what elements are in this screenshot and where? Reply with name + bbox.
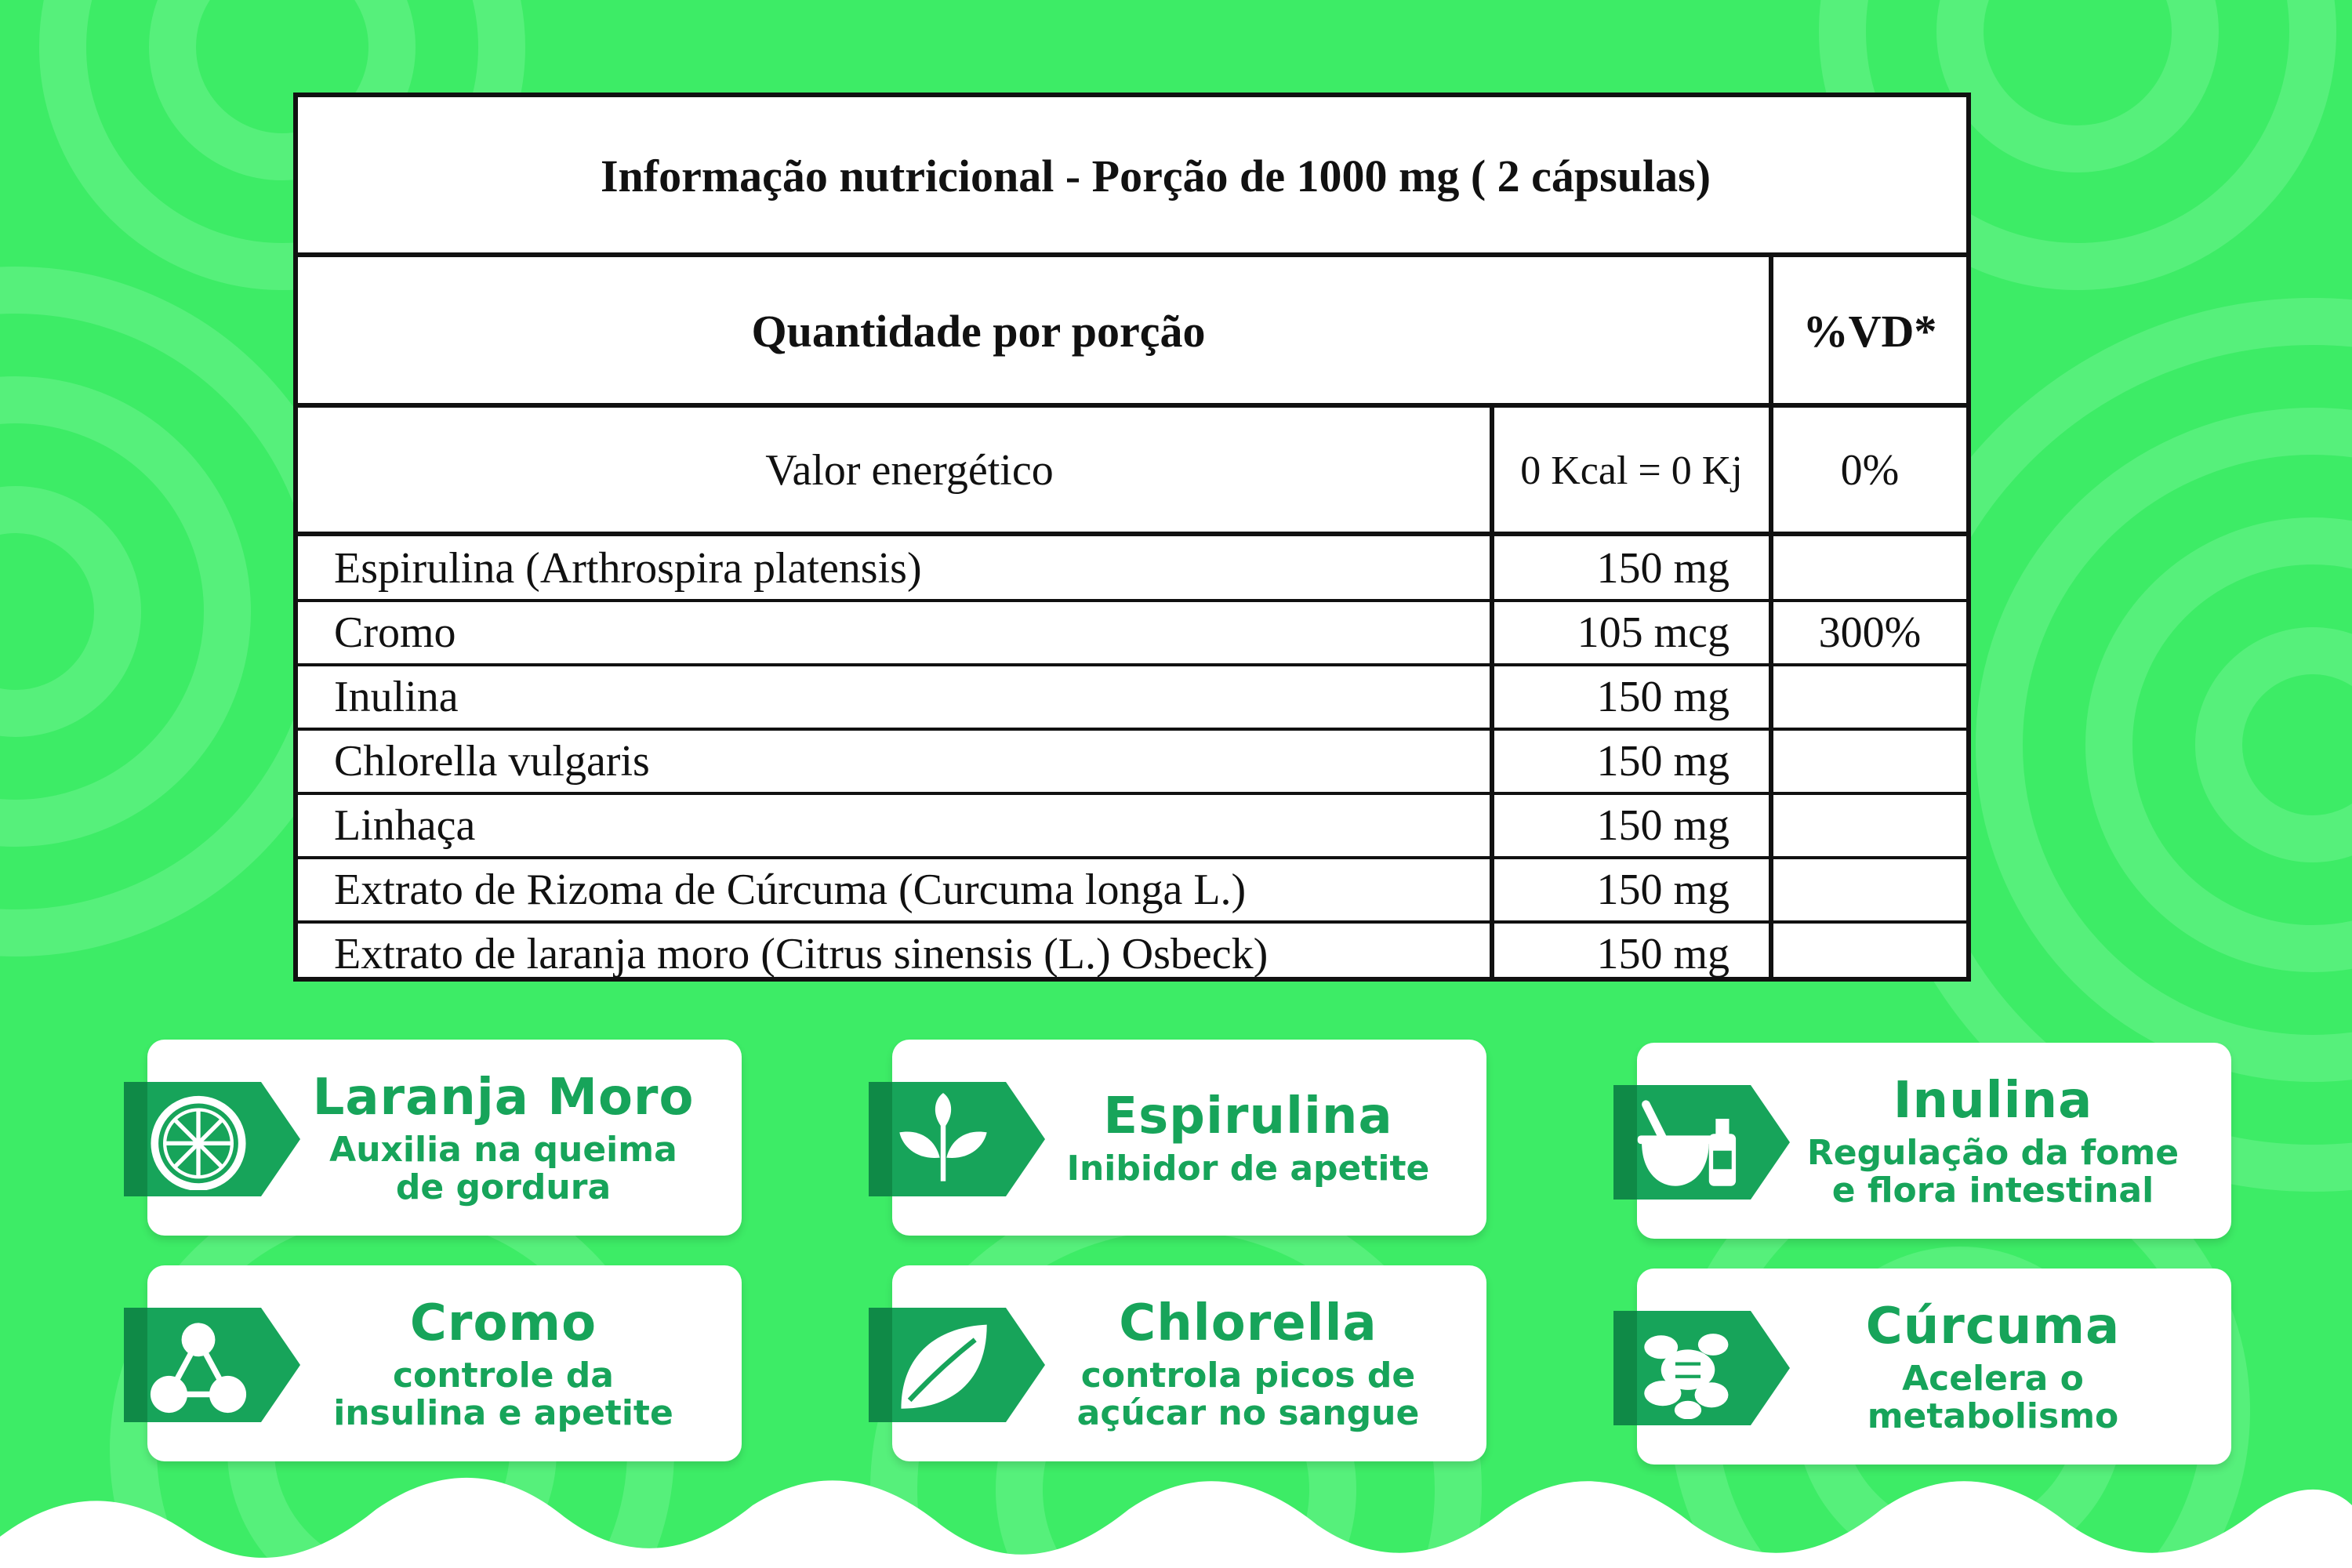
- benefit-desc: [1077, 1357, 1420, 1432]
- benefit-card-cromo: [147, 1265, 742, 1461]
- header-vd: %VD*: [1802, 305, 1937, 357]
- orange-slice-icon: [140, 1088, 257, 1190]
- molecule-icon: [140, 1314, 257, 1416]
- benefit-card-laranja-moro: [147, 1040, 742, 1236]
- row-amount: 150 mg: [1596, 801, 1730, 850]
- benefit-desc-line: Inibidor de apetite: [1066, 1149, 1430, 1189]
- row-name: Linhaça: [334, 801, 476, 850]
- energy-label: Valor energético: [765, 446, 1054, 495]
- row-name: Chlorella vulgaris: [334, 737, 650, 786]
- benefit-title: Laranja Moro: [312, 1069, 695, 1127]
- benefit-desc: [1067, 1150, 1430, 1188]
- benefit-desc: [329, 1131, 677, 1207]
- row-name: Inulina: [334, 673, 459, 721]
- nutrition-title: Informação nutricional - Porção de 1000 mg ( 2 cápsulas): [600, 150, 1711, 201]
- row-vd: [1773, 858, 1966, 922]
- leaves-icon: [884, 1088, 1002, 1190]
- row-amount: 105 mcg: [1577, 608, 1730, 657]
- row-name: Cromo: [334, 608, 456, 657]
- benefit-desc-line: controle da: [392, 1356, 614, 1396]
- row-vd: [1773, 536, 1966, 601]
- benefit-card-espirulina: [892, 1040, 1486, 1236]
- benefit-desc-line: metabolismo: [1867, 1396, 2119, 1436]
- row-amount: 150 mg: [1596, 544, 1730, 593]
- row-name: Espirulina (Arthrospira platensis): [334, 544, 922, 593]
- header-amount: Quantidade por porção: [751, 305, 1206, 357]
- benefit-card-chlorella: [892, 1265, 1486, 1461]
- benefit-desc-line: açúcar no sangue: [1076, 1393, 1420, 1433]
- benefit-desc: [333, 1357, 673, 1432]
- row-amount: 150 mg: [1596, 737, 1730, 786]
- benefit-desc-line: de gordura: [395, 1167, 612, 1207]
- row-vd: [1773, 729, 1966, 793]
- nutrition-table: [293, 93, 1971, 982]
- benefit-desc-line: Auxilia na queima: [329, 1130, 677, 1170]
- row-vd: [1773, 665, 1966, 729]
- row-vd: [1773, 793, 1966, 858]
- benefit-title: Cromo: [409, 1294, 597, 1352]
- benefit-desc-line: Acelera o: [1902, 1359, 2084, 1399]
- row-name: Extrato de laranja moro (Citrus sinensis (L.) Osbeck): [334, 930, 1269, 978]
- energy-vd: 0%: [1840, 446, 1900, 495]
- mortar-bottle-icon: [1629, 1091, 1747, 1193]
- benefit-title: Chlorella: [1119, 1294, 1377, 1352]
- benefit-card-inulina: [1637, 1043, 2231, 1239]
- benefit-title: Cúrcuma: [1865, 1298, 2121, 1356]
- benefit-desc: [1867, 1360, 2119, 1436]
- row-amount: 150 mg: [1596, 673, 1730, 721]
- benefit-title: Inulina: [1893, 1072, 2093, 1130]
- benefit-desc-line: controla picos de: [1080, 1356, 1416, 1396]
- row-vd: [1773, 922, 1966, 986]
- benefit-card-c-rcuma: [1637, 1269, 2231, 1465]
- row-amount: 150 mg: [1596, 866, 1730, 914]
- benefit-title: Espirulina: [1103, 1087, 1393, 1145]
- benefit-desc: [1807, 1134, 2179, 1210]
- row-name: Extrato de Rizoma de Cúrcuma (Curcuma longa L.): [334, 866, 1247, 914]
- benefit-desc-line: e flora intestinal: [1831, 1171, 2154, 1210]
- benefit-desc-line: insulina e apetite: [333, 1393, 673, 1433]
- row-amount: 150 mg: [1596, 930, 1730, 978]
- benefit-desc-line: Regulação da fome: [1806, 1133, 2180, 1173]
- row-vd: 300%: [1818, 608, 1922, 657]
- leaf-icon: [884, 1314, 1002, 1416]
- ginger-root-icon: [1629, 1317, 1747, 1419]
- energy-amount: 0 Kcal = 0 Kj: [1520, 448, 1743, 493]
